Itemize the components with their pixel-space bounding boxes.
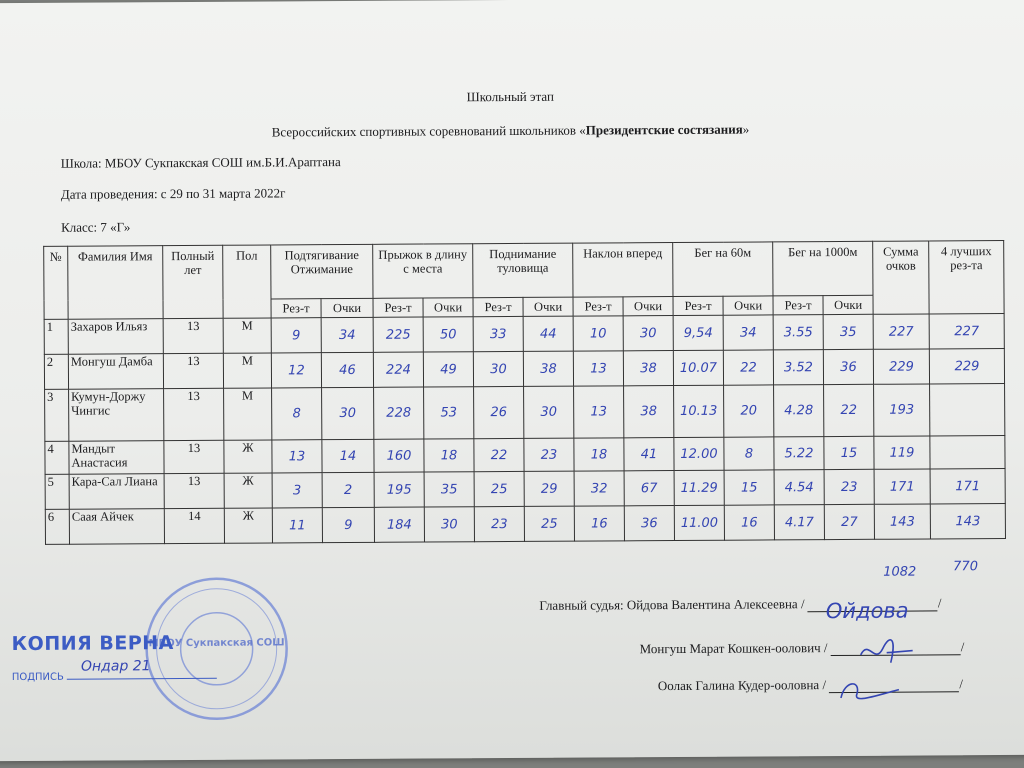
cell-run60-r: 9,54 xyxy=(673,315,723,350)
cell-situp-p: 38 xyxy=(523,351,573,386)
cell-bend-p: 41 xyxy=(624,438,674,471)
cell-age: 13 xyxy=(163,318,223,353)
cell-jump-p: 30 xyxy=(424,507,474,542)
col-sum: Сумма очков xyxy=(873,241,929,314)
cell-run60-p: 15 xyxy=(724,470,774,505)
cell-jump-r: 225 xyxy=(373,317,423,352)
cell-sex: Ж xyxy=(224,473,272,508)
signature-label: Главный судья: Ойдова Валентина Алексеевна / xyxy=(539,596,805,613)
cell-pullup-r: 13 xyxy=(272,440,322,473)
class-line: Класс: 7 «Г» xyxy=(61,219,131,235)
competition-title xyxy=(0,120,1024,142)
cell-run60-p: 16 xyxy=(724,505,774,540)
cell-name: Саая Айчек xyxy=(69,509,164,545)
cell-situp-p: 44 xyxy=(523,316,573,351)
table-row xyxy=(45,503,1005,544)
cell-run1000-p: 27 xyxy=(824,504,874,539)
cell-age: 14 xyxy=(164,508,224,543)
col-best4: 4 лучших рез-та xyxy=(929,240,1004,313)
cell-run60-r: 11.29 xyxy=(674,470,724,505)
cell-sum: 143 xyxy=(874,504,930,539)
cell-best4 xyxy=(930,383,1005,435)
signature-scribble-icon xyxy=(835,676,905,706)
cell-run60-r: 10.13 xyxy=(674,385,724,437)
cell-situp-r: 33 xyxy=(473,316,523,351)
cell-jump-p: 49 xyxy=(423,352,473,387)
podpis-blank xyxy=(67,658,217,680)
cell-run1000-r: 5.22 xyxy=(774,437,824,470)
podpis-line xyxy=(11,658,217,684)
cell-jump-r: 228 xyxy=(374,387,424,439)
cell-bend-p: 36 xyxy=(624,506,674,541)
school-line: Школа: МБОУ Сукпакская СОШ им.Б.И.Араптана xyxy=(60,154,341,171)
cell-pullup-p: 30 xyxy=(322,387,374,439)
cell-jump-p: 35 xyxy=(424,472,474,507)
cell-run60-r: 10.07 xyxy=(673,350,723,385)
podpis-label: ПОДПИСЬ xyxy=(11,671,64,684)
col-run1000: Бег на 1000м xyxy=(773,241,873,296)
sub-res: Рез-т xyxy=(773,296,823,315)
cell-bend-r: 13 xyxy=(574,386,624,438)
cell-sex: М xyxy=(223,353,271,388)
cell-bend-r: 13 xyxy=(573,351,623,386)
cell-jump-r: 160 xyxy=(374,439,424,472)
sub-pts: Очки xyxy=(623,297,673,316)
cell-bend-p: 38 xyxy=(623,351,673,386)
table-row xyxy=(45,468,1005,509)
cell-situp-r: 30 xyxy=(473,351,523,386)
cell-sex: Ж xyxy=(224,440,272,473)
cell-bend-p: 30 xyxy=(623,316,673,351)
cell-bend-r: 10 xyxy=(573,316,623,351)
sum-total-handwritten: 1082 xyxy=(883,564,917,580)
cell-best4: 227 xyxy=(929,313,1004,348)
cell-run60-r: 12.00 xyxy=(674,437,724,470)
cell-num: 2 xyxy=(44,354,68,389)
col-situp: Поднимание туловища xyxy=(473,243,573,298)
cell-run1000-r: 4.28 xyxy=(774,385,824,437)
cell-sum: 193 xyxy=(874,384,930,436)
cell-sex: М xyxy=(223,318,271,353)
cell-num: 6 xyxy=(45,509,69,544)
date-line: Дата проведения: с 29 по 31 марта 2022г xyxy=(60,185,286,202)
signature-blank xyxy=(829,691,959,693)
cell-situp-r: 23 xyxy=(474,506,524,541)
cell-run1000-r: 3.55 xyxy=(773,315,823,350)
competition-name: Президентские состязания xyxy=(585,121,743,138)
table-row xyxy=(44,348,1004,389)
seal-text: МБОУ Сукпакская СОШ xyxy=(148,637,285,650)
cell-run1000-r: 4.17 xyxy=(774,505,824,540)
cell-age: 13 xyxy=(164,473,224,508)
cell-run60-p: 8 xyxy=(724,437,774,470)
signature-blank xyxy=(831,654,961,656)
cell-pullup-r: 12 xyxy=(271,353,321,388)
cell-sum: 227 xyxy=(873,314,929,349)
cell-pullup-p: 9 xyxy=(322,507,374,542)
cell-jump-r: 195 xyxy=(374,472,424,507)
col-run60: Бег на 60м xyxy=(673,242,773,297)
cell-situp-r: 26 xyxy=(474,386,524,438)
cell-situp-p: 30 xyxy=(524,386,574,438)
cell-jump-r: 224 xyxy=(373,352,423,387)
sub-pts: Очки xyxy=(423,298,473,317)
cell-pullup-p: 14 xyxy=(322,439,374,472)
cell-num: 4 xyxy=(45,441,69,474)
cell-age: 13 xyxy=(164,440,224,473)
cell-run60-p: 34 xyxy=(723,315,773,350)
signature-scribble-icon xyxy=(857,635,917,669)
cell-name: Кара-Сал Лиана xyxy=(69,474,164,510)
best-total-handwritten: 770 xyxy=(953,559,979,575)
cell-best4 xyxy=(930,435,1005,468)
cell-situp-r: 25 xyxy=(474,471,524,506)
cell-pullup-p: 2 xyxy=(322,472,374,507)
sub-pts: Очки xyxy=(321,298,373,317)
col-age: Полный лет xyxy=(163,245,223,318)
cell-best4: 171 xyxy=(930,468,1005,503)
cell-run1000-r: 4.54 xyxy=(774,470,824,505)
cell-situp-p: 29 xyxy=(524,471,574,506)
cell-num: 3 xyxy=(45,389,69,441)
cell-name: Захаров Ильяз xyxy=(68,319,163,355)
cell-run60-p: 22 xyxy=(723,350,773,385)
cell-sum: 171 xyxy=(874,469,930,504)
cell-pullup-p: 46 xyxy=(321,352,373,387)
cell-best4: 143 xyxy=(930,503,1005,538)
signature-judge-2: Монгуш Марат Кошкен-оолович / / xyxy=(640,639,965,657)
signature-handwritten: Ойдова xyxy=(825,598,909,624)
cell-age: 13 xyxy=(164,388,224,440)
table-header-row xyxy=(44,240,1004,300)
cell-run60-r: 11.00 xyxy=(674,505,724,540)
col-num: № xyxy=(44,246,68,319)
cell-jump-p: 53 xyxy=(424,387,474,439)
cell-age: 13 xyxy=(163,353,223,388)
col-pullup: Подтягивание Отжимание xyxy=(271,244,373,299)
cell-sex: М xyxy=(224,388,272,440)
col-bend: Наклон вперед xyxy=(573,243,673,298)
signature-blank xyxy=(808,598,938,624)
sub-res: Рез-т xyxy=(271,299,321,318)
cell-sum: 229 xyxy=(873,349,929,384)
signature-label: Оолак Галина Кудер-ооловна / xyxy=(657,677,827,694)
cell-pullup-r: 11 xyxy=(272,508,322,543)
cell-name: Мандыт Анастасия xyxy=(69,441,164,475)
cell-best4: 229 xyxy=(929,348,1004,383)
cell-pullup-r: 3 xyxy=(272,473,322,508)
table-row xyxy=(45,383,1005,441)
cell-bend-r: 18 xyxy=(574,438,624,471)
cell-name: Кумун-Доржу Чингис xyxy=(69,389,164,442)
competition-prefix: Всероссийских спортивных соревнований школьников « xyxy=(271,122,586,140)
table-row xyxy=(44,313,1004,354)
sub-pts: Очки xyxy=(823,295,873,314)
cell-situp-p: 23 xyxy=(524,438,574,471)
cell-run1000-r: 3.52 xyxy=(773,350,823,385)
cell-pullup-r: 9 xyxy=(271,318,321,353)
stage-title: Школьный этап xyxy=(466,88,555,105)
cell-jump-p: 18 xyxy=(424,439,474,472)
cell-pullup-p: 34 xyxy=(321,317,373,352)
sub-pts: Очки xyxy=(523,297,573,316)
cell-bend-p: 67 xyxy=(624,471,674,506)
results-table xyxy=(43,240,1006,545)
competition-suffix: » xyxy=(742,121,750,137)
signature-judge-3: Оолак Галина Кудер-ооловна / / xyxy=(658,676,963,694)
cell-num: 1 xyxy=(44,319,68,354)
cell-bend-r: 16 xyxy=(574,506,624,541)
sub-res: Рез-т xyxy=(673,296,723,315)
cell-sum: 119 xyxy=(874,436,930,469)
col-jump: Прыжок в длину с места xyxy=(373,244,473,299)
copy-true-stamp: КОПИЯ ВЕРНА xyxy=(11,632,174,656)
signature-chief-judge: Главный судья: Ойдова Валентина Алексеевна / Ойдова / xyxy=(539,595,942,624)
cell-pullup-r: 8 xyxy=(272,388,322,440)
cell-num: 5 xyxy=(45,474,69,509)
sub-pts: Очки xyxy=(723,296,773,315)
cell-run1000-p: 22 xyxy=(824,384,874,436)
cell-jump-r: 184 xyxy=(374,507,424,542)
signature-label: Монгуш Марат Кошкен-оолович / xyxy=(639,640,828,657)
cell-run1000-p: 15 xyxy=(824,436,874,469)
sub-res: Рез-т xyxy=(473,297,523,316)
cell-run1000-p: 36 xyxy=(823,349,873,384)
cell-run1000-p: 23 xyxy=(824,469,874,504)
cell-bend-r: 32 xyxy=(574,471,624,506)
cell-run60-p: 20 xyxy=(724,385,774,437)
col-name: Фамилия Имя xyxy=(68,246,163,320)
podpis-handwritten: Ондар 21 xyxy=(80,658,151,675)
cell-sex: Ж xyxy=(224,508,272,543)
sub-res: Рез-т xyxy=(573,297,623,316)
cell-run1000-p: 35 xyxy=(823,314,873,349)
cell-situp-r: 22 xyxy=(474,438,524,471)
cell-bend-p: 38 xyxy=(624,386,674,438)
col-sex: Пол xyxy=(223,245,271,318)
cell-name: Монгуш Дамба xyxy=(68,354,163,390)
cell-jump-p: 50 xyxy=(423,317,473,352)
cell-situp-p: 25 xyxy=(524,506,574,541)
sub-res: Рез-т xyxy=(373,298,423,317)
